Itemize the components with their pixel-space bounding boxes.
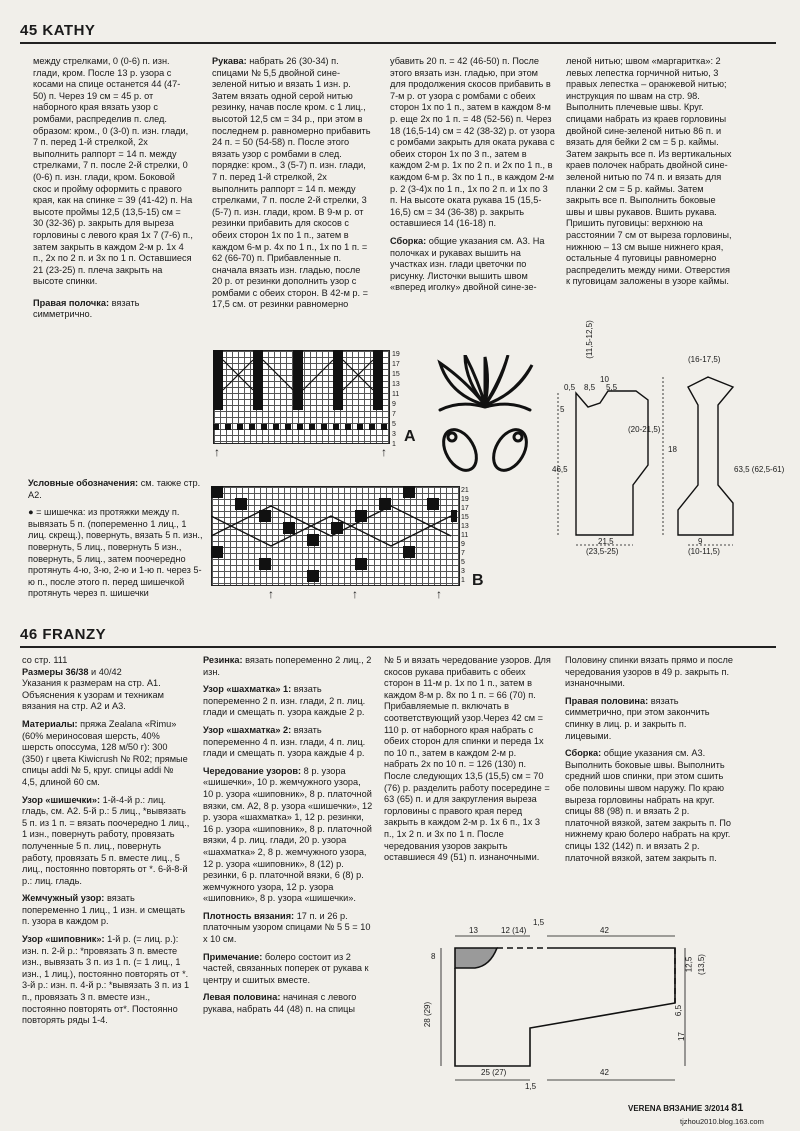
row-number: 9 [392, 401, 396, 408]
dim-label: 8,5 [584, 383, 596, 392]
franzy-column-3 [384, 655, 552, 870]
dim-label: 42 [600, 1068, 609, 1077]
sizes-rest: и 40/42 [91, 666, 122, 677]
row-number: 7 [392, 411, 396, 418]
row-number: 7 [461, 550, 465, 557]
arrow-up-icon: ↑ [352, 587, 358, 601]
row-number: 9 [461, 541, 465, 548]
pattern-pearl-title: Жемчужный узор: [22, 893, 105, 904]
assembly-title: Сборка: [390, 235, 427, 246]
section-header-45 [20, 22, 95, 39]
dim-label: 9 [698, 537, 703, 546]
dim-label: 8 [431, 952, 436, 961]
rib-text: вязать попеременно 2 лиц., 2 изн. [203, 655, 372, 677]
note-paragraph [203, 952, 373, 987]
kathy-column-4 [566, 56, 736, 294]
dim-label: 1,5 [533, 918, 545, 927]
chart-b-row-numbers [461, 486, 469, 585]
right-front-text: вязать симметрично. [33, 297, 140, 320]
alternation-title: Чередование узоров: [203, 765, 302, 776]
dim-label: 28 (29) [423, 1001, 433, 1028]
kathy-column-3 [390, 56, 555, 300]
density-title: Плотность вязания: [203, 910, 295, 921]
dim-label: 5,5 [606, 383, 618, 392]
dim-label: (16-17,5) [688, 355, 721, 364]
dim-label: 63,5 (62,5-61) [734, 465, 785, 474]
row-number: 21 [461, 487, 469, 494]
right-front-title: Правая полочка: [33, 297, 110, 308]
row-number: 13 [461, 523, 469, 530]
legend-bobble-text: = шишечка: из протяжки между п. вывязать 5 п. (попеременно 1 лиц., 1 лиц. скрещ.), повернуть, вязать 5 п. изн., повернуть, 5 лиц., повернуть 5 изн., повернуть, 5 лиц., затем поочередно протянуть 4-ю, 3-ю, 2-ю и 1-ю п. через 5-ю п., после этого п. перед шишечкой протянуть через п. шишечки [28, 507, 203, 599]
pattern-rosehip-text: 1-й р. (= лиц. р.): изн. п. 2-й р.: *провязать 3 п. вместе изн., вывязать 3 п. из 1 п. (= 1 лиц., 1 изн., 1 лиц.), постоянно повторять от *. 3-й р.: изн. п. 4-й р.: *вывязать 3 п. из 1 п., провязать 3 п. вместе изн., постоянно повторять от*. Постоянно повторять ряды 1-4. [22, 934, 190, 1026]
chart-b-label: B [472, 572, 484, 589]
chart-a-row-numbers [392, 350, 400, 450]
dim-label: (10-11,5) [688, 547, 720, 556]
pattern-bobbles-title: Узор «шишечки»: [22, 794, 101, 805]
materials-title: Материалы: [22, 718, 78, 729]
page-number: 81 [731, 1102, 744, 1114]
kathy-column-1 [33, 56, 193, 327]
pattern-bobbles-text: 1-й-4-й р.: лиц. гладь, см. А2. 5-й р.: 5 лиц., *вывязать 5 п. из 1 п. = вязать поочередно 1 лиц., 1 изн., повернуть работу, провязать полученные 5 п. лиц., повернуть работу, провязать 5 п. вместе лиц., 5 лиц., постоянно повторять от *. 6-й-8-й р.: лиц. гладь. [22, 794, 190, 886]
dim-label: 6,5 [674, 1004, 684, 1017]
note-title: Примечание: [203, 951, 263, 962]
check2-paragraph [203, 725, 373, 760]
rib-paragraph [203, 655, 373, 678]
row-number: 17 [461, 505, 469, 512]
bobble-symbol-icon: ● [28, 507, 34, 518]
pattern-pearl-text: вязать попеременно 1 лиц., 1 изн. и смещать п. узора в каждом р. [22, 893, 186, 927]
kathy-column-2 [212, 56, 372, 317]
dim-label: 17 [676, 1032, 686, 1041]
check2-text: вязать попеременно 4 п. изн. глади, 4 п. лиц. глади и смещать п. узора каждые 4 р. [203, 724, 366, 759]
note-text: болеро состоит из 2 частей, связанных поперек от рукава к центру и сшитых вместе. [203, 951, 369, 985]
kathy-schematics [548, 320, 788, 560]
row-number: 5 [461, 559, 465, 566]
right-half-text: вязать симметрично, при этом закончить спинку в лиц. р. и закрыть п. лицевыми. [565, 695, 710, 741]
arrow-up-icon: ↑ [214, 445, 220, 459]
row-number: 3 [392, 431, 396, 438]
left-half-paragraph [203, 992, 373, 1015]
dim-label: (23,5-25) [586, 547, 619, 556]
legend-bobble-entry [28, 507, 206, 600]
dim-label: 42 [600, 926, 609, 935]
sleeves-title: Рукава: [212, 56, 247, 66]
watermark: tjzhou2010.blog.163.com [680, 1117, 764, 1126]
franzy-assembly-title: Сборка: [565, 748, 602, 759]
row-number: 1 [461, 577, 465, 584]
dim-label: 18 [668, 445, 677, 454]
rib-title: Резинка: [203, 655, 243, 665]
left-half-title: Левая половина: [203, 992, 281, 1003]
sleeves-paragraph [212, 56, 372, 311]
legend-title: Условные обозначения: [28, 478, 139, 488]
see-page: со стр. 111 [22, 655, 68, 665]
dim-label: 21,5 [598, 537, 614, 546]
left-half-continued: № 5 и вязать чередование узоров. Для скосов рукава прибавить с обеих сторон в 11-м р. 1х по 1 п., затем в каждом 8-м р. 8х по 1 п. = 66 (70) п. Прибавляемые п. включать в соответствующий узор.Через 42 см = 110 р. от наборного края набрать с обеих сторон для спинки и переда 1х по 10 п., затем в каждом 2-м р. набрать 2х по 10 п. = 126 (130) п. После следующих 13,5 (15,5) см = 70 (76) р. разделить работу посередине = 63 (65) п. и для закругления выреза горловины с правого края перед закрыть в каждом 2-м р. 1х 6 п., 1х 3 п., 1х 2 п. и 3х по 1 п. После чередования узоров закрыть оставшиеся 49 (51) п. изнаночными. [384, 655, 551, 863]
header-rule-bottom [20, 646, 776, 648]
check1-text: вязать попеременно 2 п. изн. глади, 2 п. лиц. глади и смещать п. узора каждые 2 р. [203, 684, 366, 718]
chart-a-label: A [404, 428, 416, 445]
row-number: 3 [461, 568, 465, 575]
right-half-paragraph [565, 696, 735, 742]
check1-title: Узор «шахматка» 1: [203, 684, 292, 695]
dim-label: 10 [600, 375, 609, 384]
dim-label: 1,5 [525, 1082, 537, 1091]
assembly-continued: леной нитью; швом «маргаритка»: 2 левых лепестка горчичной нитью, 3 правых лепестка – оранжевой нитью; инструкция по швам на стр. 98. Выполнить плечевые швы. Круг. спицами набрать из краев горловины двойной сине-зеленой нитью 86 п. и вязать для бейки 2 см = 5 р. каймы. Затем закрыть все п. Из вертикальных краев полочек набрать двойной сине-зеленой нитью по 74 п. и вязать для планки 2 см = 5 р. каймы. Затем закрыть все п. Выполнить боковые швы и швы рукавов. Вшить рукава. Пришить пуговицы: верхнюю на расстоянии 7 см от выреза горловины, нижнюю – 13 см выше нижнего края, остальные 4 пуговицы равномерно распределить между ними. Отверстия к пуговицам заложены в узоре каймы. [566, 56, 732, 287]
row-number: 19 [392, 351, 400, 358]
franzy-column-1 [22, 655, 190, 1033]
dim-label: 25 (27) [481, 1068, 507, 1077]
row-number: 17 [392, 361, 400, 368]
pattern-pearl [22, 893, 190, 928]
dim-label: 46,5 [552, 465, 568, 474]
kathy-right-front [33, 298, 193, 321]
bolero-svg [405, 918, 705, 1093]
pattern-rosehip-title: Узор «шиповник»: [22, 934, 105, 945]
section-number: 45 [20, 22, 38, 39]
row-number: 15 [461, 514, 469, 521]
assembly-text: общие указания см. А3. На полочках и рукавах вышить на участках изн. глади цветочки по рисунку. Листочки вышить швом «вперед иголку» двойной сине-зе- [390, 235, 545, 293]
right-half-title: Правая половина: [565, 695, 649, 706]
bolero-diagram [405, 918, 705, 1093]
sizes-text: Указания к размерам на стр. А1. Объяснения к узорам и техникам вязания на стр. А2 и А3. [22, 678, 164, 712]
check2-title: Узор «шахматка» 2: [203, 724, 292, 735]
franzy-column-4 [565, 655, 735, 870]
sleeves-continued: убавить 20 п. = 42 (46-50) п. После этого вязать изн. гладью, при этом для продолжения скосов прибавить в 7-м р. от узора с ромбами с обеих сторон 1х по 1 п., затем в каждом 8-м р. еще 2х по 1 п. = 48 (52-56) п. Через 18 (16,5-14) см = 42 (38-32) р. от узора с ромбами закрыть для оката рукава с обеих сторон 1х по 3 п., затем в каждом 2-м р. 1х по 2 п. и 2х по 1 п., в каждом 6-м р. 3х по 1 п., в каждом 2-м р. 2 (3-4)х по 1 п., 1х по 2 п. и 1х по 3 п. На высоте оката рукава 15 (15,5-16,5) см = 34 (36-38) р. закрыть оставшиеся 14 (16-18) п. [390, 56, 555, 229]
flower-embroidery-motif [430, 355, 540, 490]
row-number: 5 [392, 421, 396, 428]
franzy-column-2 [203, 655, 373, 1022]
magazine-name: VERENA ВЯЗАНИЕ 3/2014 [628, 1104, 729, 1113]
dim-label: (11,5-12,5) [584, 320, 594, 359]
section-header-46 [20, 626, 106, 643]
section-number: 46 [20, 626, 38, 643]
row-number: 11 [392, 391, 400, 398]
legend-ref: см. также стр. А2. [28, 478, 201, 500]
row-number: 19 [461, 496, 469, 503]
dim-label: 0,5 [564, 383, 576, 392]
arrow-up-icon: ↑ [268, 587, 274, 601]
section-title: KATHY [42, 22, 96, 39]
assembly-paragraph [390, 236, 555, 294]
back-half-text: Половину спинки вязать прямо и после чередования узоров в 49 р. закрыть п. изнаночными. [565, 655, 733, 689]
alternation-text: 8 р. узора «шишечки», 10 р. жемчужного узора, 10 р. узора «шиповник», 8 р. платочной вязки, см. А2, 8 р. узора «шишечки», 12 р. узора «шахматка» 1, 12 р. резинки, 16 р. узора «шиповник», 8 р. платочной вязки, 4 р. лиц. глади, 20 р. узора «шахматка» 2, 8 р. жемчужного узора, 12 р. узора «шиповник», 8 (12) р. резинки, 6 р. платочной вязки, 6 (8) р. жемчужного узора, 12 р. узора «шиповник», 8 р. узора «шишечки». [203, 765, 373, 904]
pattern-rosehip [22, 934, 190, 1027]
chart-a-motifs [213, 350, 388, 442]
arrow-up-icon: ↑ [436, 587, 442, 601]
chart-b-motif-svg [211, 486, 458, 584]
dim-label: (13,5) [696, 954, 706, 975]
franzy-assembly-paragraph [565, 748, 735, 864]
row-number: 13 [392, 381, 400, 388]
arrow-up-icon: ↑ [381, 445, 387, 459]
sizes-title: Размеры 36/38 [22, 666, 89, 677]
left-half-text: начиная с левого рукава, набрать 44 (48) п. на спицы [203, 992, 357, 1015]
alternation-paragraph [203, 766, 373, 905]
page-footer [628, 1102, 743, 1114]
pattern-bobbles [22, 795, 190, 888]
density-paragraph [203, 911, 373, 946]
section-title: FRANZY [42, 626, 107, 643]
row-number: 11 [461, 532, 469, 539]
legend-block [28, 478, 206, 606]
sleeves-text: набрать 26 (30-34) п. спицами № 5,5 двойной сине-зеленой нитью и вязать 1 изн. р. Затем вязать одной серой нитью резинку, начав после кром. с 1 лиц., высотой 12,5 см = 34 р., при этом в последнем р. равномерно прибавить 24 п. = 50 (54-58) п. После этого вязать узор с ромбами в след. порядке: кром., 3 (5-7) п. изн. глади, 7 п. перед 1-й стрелкой, 2х выполнить раппорт = 14 п. между стрелками, 7 п. после 2-й стрелки, 3 (5-7) п. изн. глади, кром. В 9-м р. от резинки прибавить для скосов с обеих сторон 1х по 1 п., затем в каждом 6-м р. 4х по 1 п., 1х по 1 п. = 62 (66-70) п. Прибавленные п. сначала вязать изн. гладью, после 20 р. от резинки дополнить узор с ромбами с обеих сторон. В 42-м р. = 17,5 см. от резинки равномерно [212, 56, 371, 310]
header-rule-top [20, 42, 776, 44]
density-text: 17 п. и 26 р. платочным узором спицами № 5 5 = 10 х 10 см. [203, 910, 371, 945]
dim-label: 13 [469, 926, 478, 935]
kathy-front-text: между стрелками, 0 (0-6) п. изн. глади, кром. После 13 р. узора с косами на спице останется 44 (47-50) п. Через 19 см = 45 р. от наборного края вязать узор с ромбами, распределив п. след. образом: кром., 0 (3-0) п. изн. глади, 7 п. перед 1-й стрелкой, 2х выполнить раппорт = 14 п. между стрелками, 7 п. после 2-й стрелки, 0 (0-6) п. изн. глади, кром. Боковой скос и пройму оформить с правого края, как на спинке = 39 (41-42) п. На высоте проймы 12,5 (13,5-15) см = 30 (32-36) р. закрыть для выреза горловины с левого края 1х 7 (7-6) п., затем закрыть в каждом 2-м р. 1х 4 п., 2х по 2 п. и 3х по 1 п. Оставшиеся 21 (23-25) п. плеча закрыть на высоте спинки. [33, 56, 193, 287]
dim-label: 5 [560, 405, 565, 414]
dim-label: 12 (14) [501, 926, 527, 935]
materials-paragraph [22, 719, 190, 789]
dim-label: (20-21,5) [628, 425, 661, 434]
materials-text: пряжа Zealana «Rimu» (60% мериносовая шерсть, 40% шерсть опоссума, 128 м/50 г): 300 (350) г цвета Kiwicrush № R02; прямые спицы addi № 5, круг. спицы addi № 4,5, длиной 60 см. [22, 718, 188, 787]
chart-a-motif-svg [213, 350, 388, 442]
row-number: 1 [392, 441, 396, 448]
flower-svg [430, 355, 540, 485]
row-number: 15 [392, 371, 400, 378]
sizes-paragraph [22, 667, 190, 713]
check1-paragraph [203, 684, 373, 719]
franzy-assembly-text: общие указания см. А3. Выполнить боковые швы. Выполнить средний шов спинки, при этом сшить обе половины швом наружу. По краю выреза горловины набрать на круг. спицы 88 (98) п. и вязать 2 р. платочной вязкой, затем закрыть п. По нижнему краю болеро набрать на круг. спицы 132 (142) п. и вязать 2 р. платочной вязкой, затем закрыть п. [565, 748, 731, 863]
dim-label: 12,5 [684, 956, 694, 973]
legend-header [28, 478, 206, 501]
chart-b-motifs [211, 486, 458, 589]
